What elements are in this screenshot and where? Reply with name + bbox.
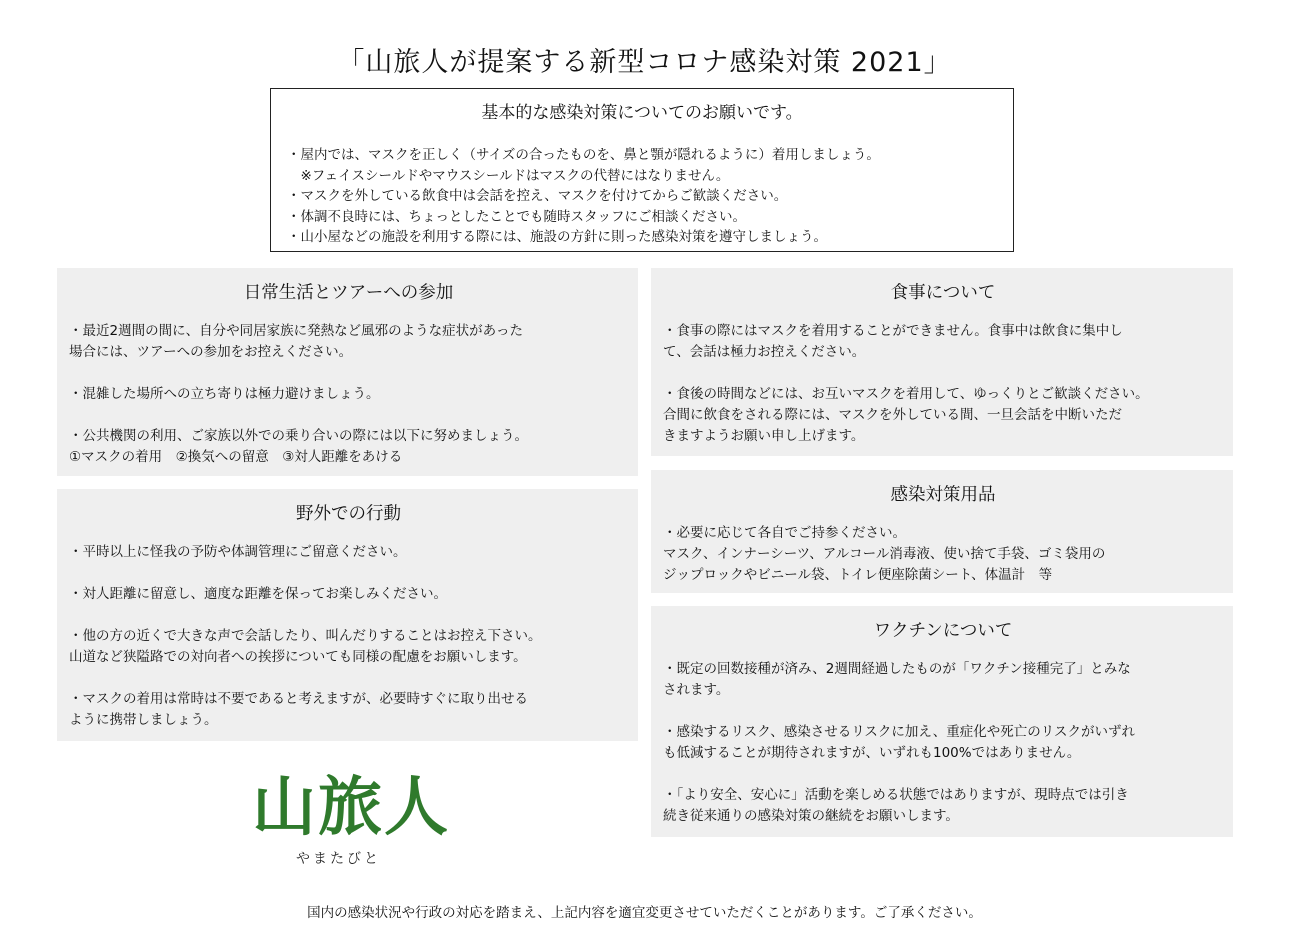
vaccine-item — [663, 659, 1223, 701]
supplies-title: 感染対策用品 — [890, 485, 996, 505]
daily-life-item — [69, 426, 628, 468]
text-line: ・「より安全、安心に」活動を楽しめる状態ではありますが、現時点では引き — [663, 787, 1129, 803]
text-line: て、会話は極力お控えください。 — [663, 344, 866, 360]
basic-measure-line: ※フェイスシールドやマウスシールドはマスクの代替にはなりません。 — [287, 167, 730, 184]
text-line: きますようお願い申し上げます。 — [663, 428, 865, 444]
logo-wordmark: 山旅人 — [252, 770, 450, 845]
text-line: 合間に飲食をされる際には、マスクを外している間、一旦会話を中断いただ — [663, 407, 1122, 423]
logo-reading: やまたびと — [296, 851, 381, 867]
daily-life-item — [69, 321, 628, 363]
footer-note: 国内の感染状況や行政の対応を踏まえ、上記内容を適宜変更させていただくことがあります。ご了承ください。 — [307, 905, 982, 921]
vaccine-panel — [651, 606, 1233, 837]
outdoor-item — [69, 626, 628, 668]
text-line: ・食事の際にはマスクを着用することができません。食事中は飲食に集中し — [663, 323, 1123, 339]
page-title: 「山旅人が提案する新型コロナ感染対策 2021」 — [337, 47, 952, 78]
basic-measures-list — [287, 145, 1013, 248]
text-line: ・感染するリスク、感染させるリスクに加え、重症化や死亡のリスクがいずれ — [663, 724, 1135, 740]
daily-life-panel — [57, 268, 638, 476]
text-line: ・対人距離に留意し、適度な距離を保ってお楽しみください。 — [69, 586, 447, 602]
text-line: マスク、インナーシーツ、アルコール消毒液、使い捨て手袋、ゴミ袋用の — [663, 546, 1106, 562]
meals-panel — [651, 268, 1233, 456]
meals-title: 食事について — [890, 283, 996, 303]
outdoor-item — [69, 689, 628, 731]
basic-measure-line: ・山小屋などの施設を利用する際には、施設の方針に則った感染対策を遵守しましょう。 — [287, 229, 827, 245]
text-line: 場合には、ツアーへの参加をお控えください。 — [69, 344, 353, 360]
basic-measure-line: ・マスクを外している飲食中は会話を控え、マスクを付けてからご歓談ください。 — [287, 188, 788, 204]
text-line: ・マスクの着用は常時は不要であると考えますが、必要時すぐに取り出せる — [69, 691, 528, 707]
text-line: ・公共機関の利用、ご家族以外での乗り合いの際には以下に努めましょう。 — [69, 428, 528, 444]
text-line: ・平時以上に怪我の予防や体調管理にご留意ください。 — [69, 544, 407, 560]
meals-item — [663, 384, 1223, 447]
basic-measures-box — [270, 88, 1014, 252]
text-line: 続き従来通りの感染対策の継続をお願いします。 — [663, 808, 959, 824]
text-line: ・混雑した場所への立ち寄りは極力避けましょう。 — [69, 386, 380, 402]
daily-life-title: 日常生活とツアーへの参加 — [243, 283, 454, 303]
text-line: ①マスクの着用 ②換気への留意 ③対人距離をあける — [69, 449, 403, 465]
supplies-panel — [651, 470, 1233, 593]
vaccine-title: ワクチンについて — [873, 621, 1013, 641]
daily-life-item — [69, 384, 628, 405]
text-line: ように携帯しましょう。 — [69, 712, 218, 728]
text-line: ・食後の時間などには、お互いマスクを着用して、ゆっくりとご歓談ください。 — [663, 386, 1149, 402]
basic-measures-title: 基本的な感染対策についてのお願いです。 — [481, 103, 803, 123]
text-line: ・既定の回数接種が済み、2週間経過したものが「ワクチン接種完了」とみな — [663, 661, 1131, 677]
outdoor-item — [69, 542, 628, 563]
text-line: ・最近2週間の間に、自分や同居家族に発熱など風邪のような症状があった — [69, 323, 523, 339]
outdoor-title: 野外での行動 — [296, 504, 401, 524]
text-line: ・必要に応じて各自でご持参ください。 — [663, 525, 906, 541]
vaccine-item — [663, 722, 1223, 764]
text-line: も低減することが期待されますが、いずれも100%ではありません。 — [663, 745, 1081, 761]
text-line: されます。 — [663, 682, 730, 698]
basic-measure-line: ・体調不良時には、ちょっとしたことでも随時スタッフにご相談ください。 — [287, 208, 746, 225]
basic-measure-line: ・屋内では、マスクを正しく（サイズの合ったものを、鼻と顎が隠れるように）着用しましょう。 — [287, 147, 880, 163]
text-line: 山道など狭隘路での対向者への挨拶についても同様の配慮をお願いします。 — [69, 649, 527, 665]
outdoor-panel — [57, 489, 638, 741]
supplies-item — [663, 523, 1223, 586]
text-line: ・他の方の近くで大きな声で会話したり、叫んだりすることはお控え下さい。 — [69, 628, 542, 644]
vaccine-item — [663, 785, 1223, 827]
meals-item — [663, 321, 1223, 363]
text-line: ジップロックやビニール袋、トイレ便座除菌シート、体温計 等 — [663, 567, 1053, 583]
yamatabibito-logo — [252, 772, 452, 872]
outdoor-item — [69, 584, 628, 605]
